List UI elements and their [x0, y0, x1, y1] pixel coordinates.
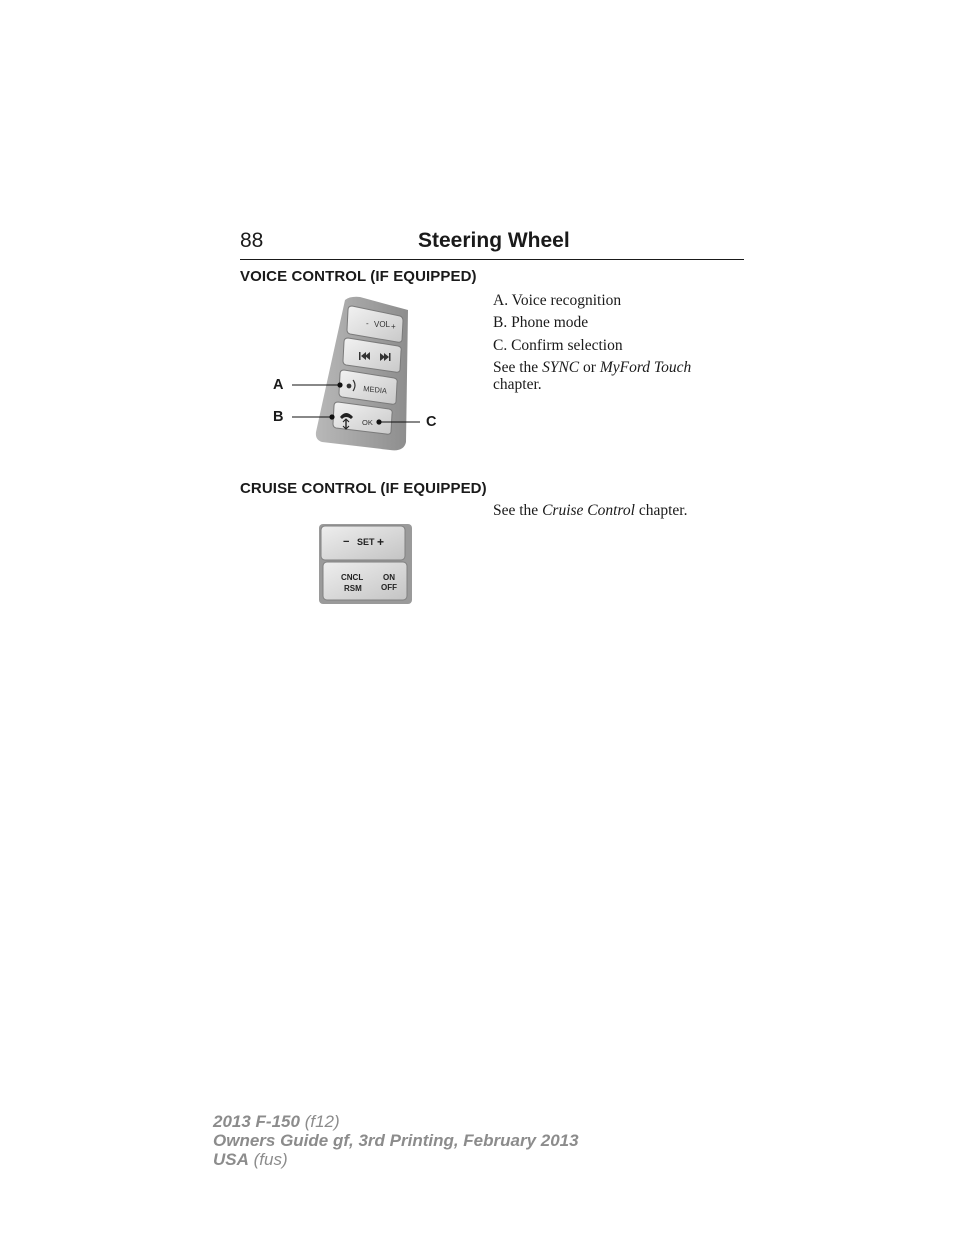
cncl-label: CNCL [341, 573, 364, 582]
footer-guide: Owners Guide gf, 3rd Printing, February 2013 [213, 1131, 579, 1150]
footer-guide-line [213, 1131, 579, 1151]
off-label: OFF [381, 583, 397, 592]
voice-control-heading: VOICE CONTROL (IF EQUIPPED) [240, 268, 477, 285]
cruise-see-reference [493, 502, 687, 519]
callout-b-label: B [273, 409, 284, 425]
cruise-control-reference: Cruise Control [542, 502, 635, 519]
see-suffix: chapter. [638, 502, 688, 519]
see-prefix: See the [493, 359, 539, 376]
voice-see-reference [493, 359, 743, 393]
see-suffix: chapter. [493, 376, 542, 393]
set-button [321, 526, 405, 560]
voice-control-buttons-figure [260, 292, 450, 457]
footer-market-code: (fus) [253, 1150, 288, 1169]
voice-item-a: A. Voice recognition [493, 292, 622, 309]
footer-model-code: (f12) [304, 1112, 340, 1131]
footer-market-line [213, 1150, 288, 1170]
voice-item-b: B. Phone mode [493, 314, 589, 331]
set-label: SET [357, 537, 375, 547]
ok-label: OK [362, 418, 373, 427]
sync-reference: SYNC [542, 359, 580, 376]
myford-touch-reference: MyFord Touch [599, 359, 692, 376]
rsm-label: RSM [344, 584, 362, 593]
cancel-resume-onoff-button [323, 562, 407, 600]
chapter-title: Steering Wheel [418, 229, 570, 252]
cruise-control-heading: CRUISE CONTROL (IF EQUIPPED) [240, 480, 487, 497]
cruise-control-buttons-figure [316, 522, 416, 606]
footer-model: 2013 F-150 [213, 1112, 300, 1131]
see-connector: or [583, 359, 596, 376]
see-prefix: See the [493, 502, 539, 519]
set-plus-label: + [377, 535, 385, 549]
page-number: 88 [240, 229, 264, 252]
on-label: ON [383, 573, 395, 582]
footer-model-line [213, 1112, 340, 1132]
footer-market: USA [213, 1150, 249, 1169]
vol-label: VOL [374, 320, 391, 329]
callout-c-label: C [426, 414, 437, 430]
vol-plus-label: + [391, 322, 396, 331]
callout-a-label: A [273, 377, 284, 393]
set-minus-label: − [343, 536, 350, 548]
vol-minus-label: - [366, 319, 369, 328]
header-rule [240, 259, 744, 260]
voice-item-c: C. Confirm selection [493, 337, 623, 354]
media-label: MEDIA [362, 384, 388, 396]
